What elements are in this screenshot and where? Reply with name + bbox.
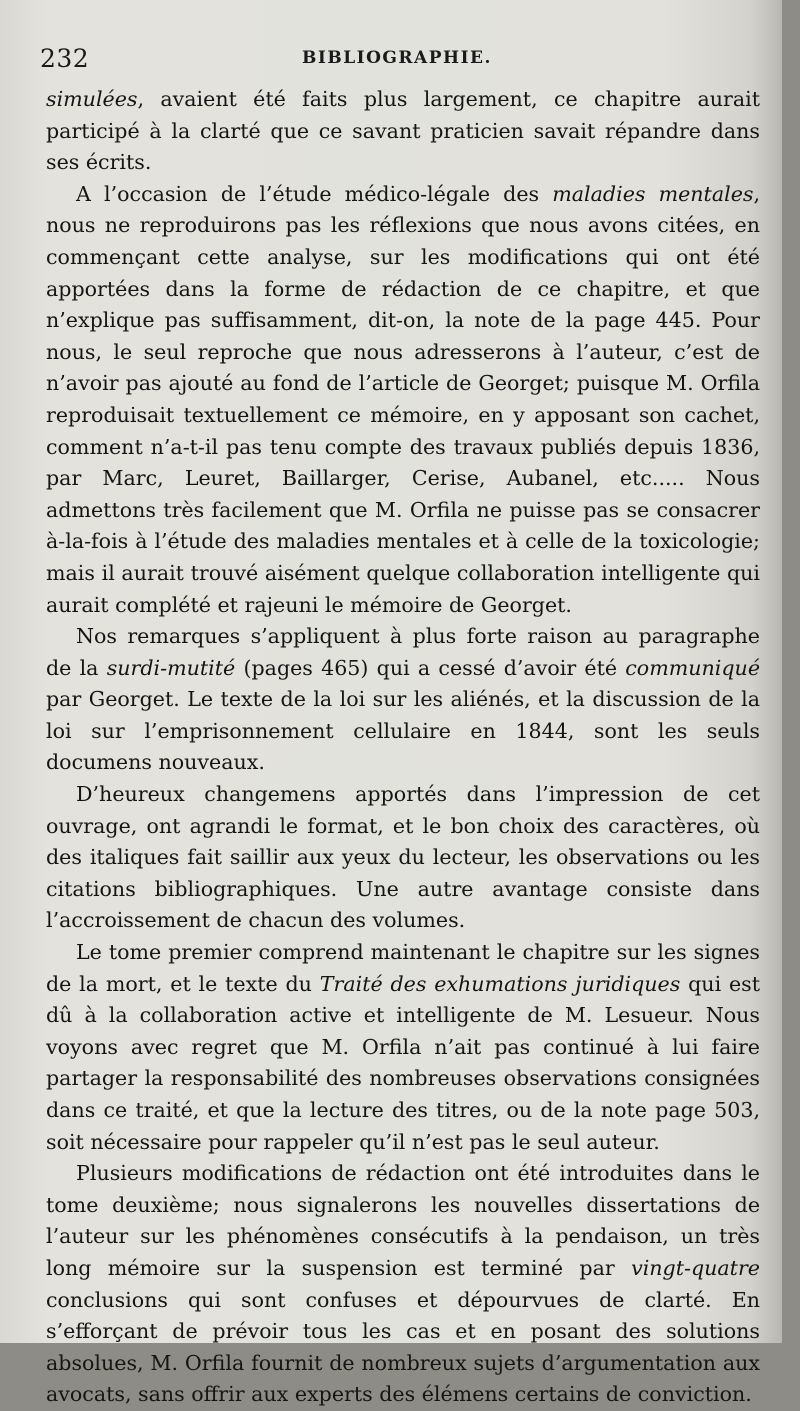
running-head: BIBLIOGRAPHIE. — [302, 48, 492, 68]
text-run: Plusieurs modifications de rédaction ont été introduites dans le tome deuxième; nous signalerons les nouvelles dissertations de l’auteur sur les phénomènes consécutifs à la pendaison, un très long mémoire sur la suspension est terminé par — [46, 1161, 760, 1280]
body-text — [46, 84, 760, 1411]
text-run: , nous ne reproduirons pas les réflexions que nous avons citées, en commençant cette analyse, sur les modifications qui ont été apportées dans la forme de rédaction de ce chapitre, et que n’explique pas suffisamment, dit-on, la note de la page 445. Pour nous, le seul reproche que nous adresserons à l’auteur, c’est de n’avoir pas ajouté au fond de l’article de Georget; puisque M. Orfila reproduisait textuellement ce mémoire, en y apposant son cachet, comment n’a-t-il pas tenu compte des travaux publiés depuis 1836, par Marc, Leuret, Baillarger, Cerise, Aubanel, etc..... Nous admettons très facilement que M. Orfila ne puisse pas se consacrer à-la-fois à l’étude des maladies mentales et à celle de la toxicologie; mais il aurait trouvé aisément quelque collaboration intelligente qui aurait complété et rajeuni le mémoire de Georget. — [46, 181, 760, 617]
paragraph — [46, 621, 760, 779]
text-run: communiqué — [625, 655, 760, 680]
text-run: (pages 465) qui a cessé d’avoir été — [235, 655, 626, 680]
text-run: conclusions qui sont confuses et dépourvues de clarté. En s’efforçant de prévoir tous les cas et en posant des solutions absolues, M. Orfila fournit de nombreux sujets d’argumentation aux avocats, sans offrir aux experts des élémens certains de conviction. — [46, 1287, 760, 1407]
paragraph — [46, 179, 760, 621]
text-run: , avaient été faits plus largement, ce chapitre aurait participé à la clarté que ce savant praticien savait répandre dans ses écrits. — [46, 87, 760, 175]
text-run: qui est dû à la collaboration active et intelligente de M. Lesueur. Nous voyons avec regret que M. Orfila n’ait pas continué à lui faire partager la responsabilité des nombreuses observations consignées dans ce traité, et que la lecture des titres, ou de la note page 503, soit nécessaire pour rappeler qu’il n’est pas le seul auteur. — [46, 971, 761, 1154]
text-run: vingt-quatre — [631, 1255, 760, 1280]
text-run: par Georget. Le texte de la loi sur les aliénés, et la discussion de la loi sur l’emprisonnement cellulaire en 1844, sont les seuls documens nouveaux. — [46, 687, 760, 775]
text-run: maladies mentales — [552, 181, 754, 206]
text-run: D’heureux changemens apportés dans l’impression de cet ouvrage, ont agrandi le format, et le bon choix des caractères, où des italiques fait saillir aux yeux du lecteur, les observations ou les citations bibliographiques. Une autre avantage consiste dans l’accroissement de chacun des volumes. — [46, 782, 760, 933]
paragraph — [46, 84, 760, 179]
paragraph — [46, 1158, 760, 1411]
text-run: simulées — [46, 87, 138, 111]
text-run: Traité des exhumations juridiques — [319, 971, 681, 996]
paragraph — [46, 937, 760, 1158]
text-run: A l’occasion de l’étude médico-légale des — [76, 181, 553, 206]
text-run: Nos remarques s’appliquent à plus forte raison au paragraphe de la — [46, 624, 760, 680]
page-number: 232 — [40, 44, 90, 73]
text-run: surdi-mutité — [106, 655, 236, 680]
page-header — [40, 42, 770, 78]
text-run: Le tome premier comprend maintenant le chapitre sur les signes de la mort, et le texte du — [46, 940, 760, 996]
paragraph — [46, 779, 760, 937]
